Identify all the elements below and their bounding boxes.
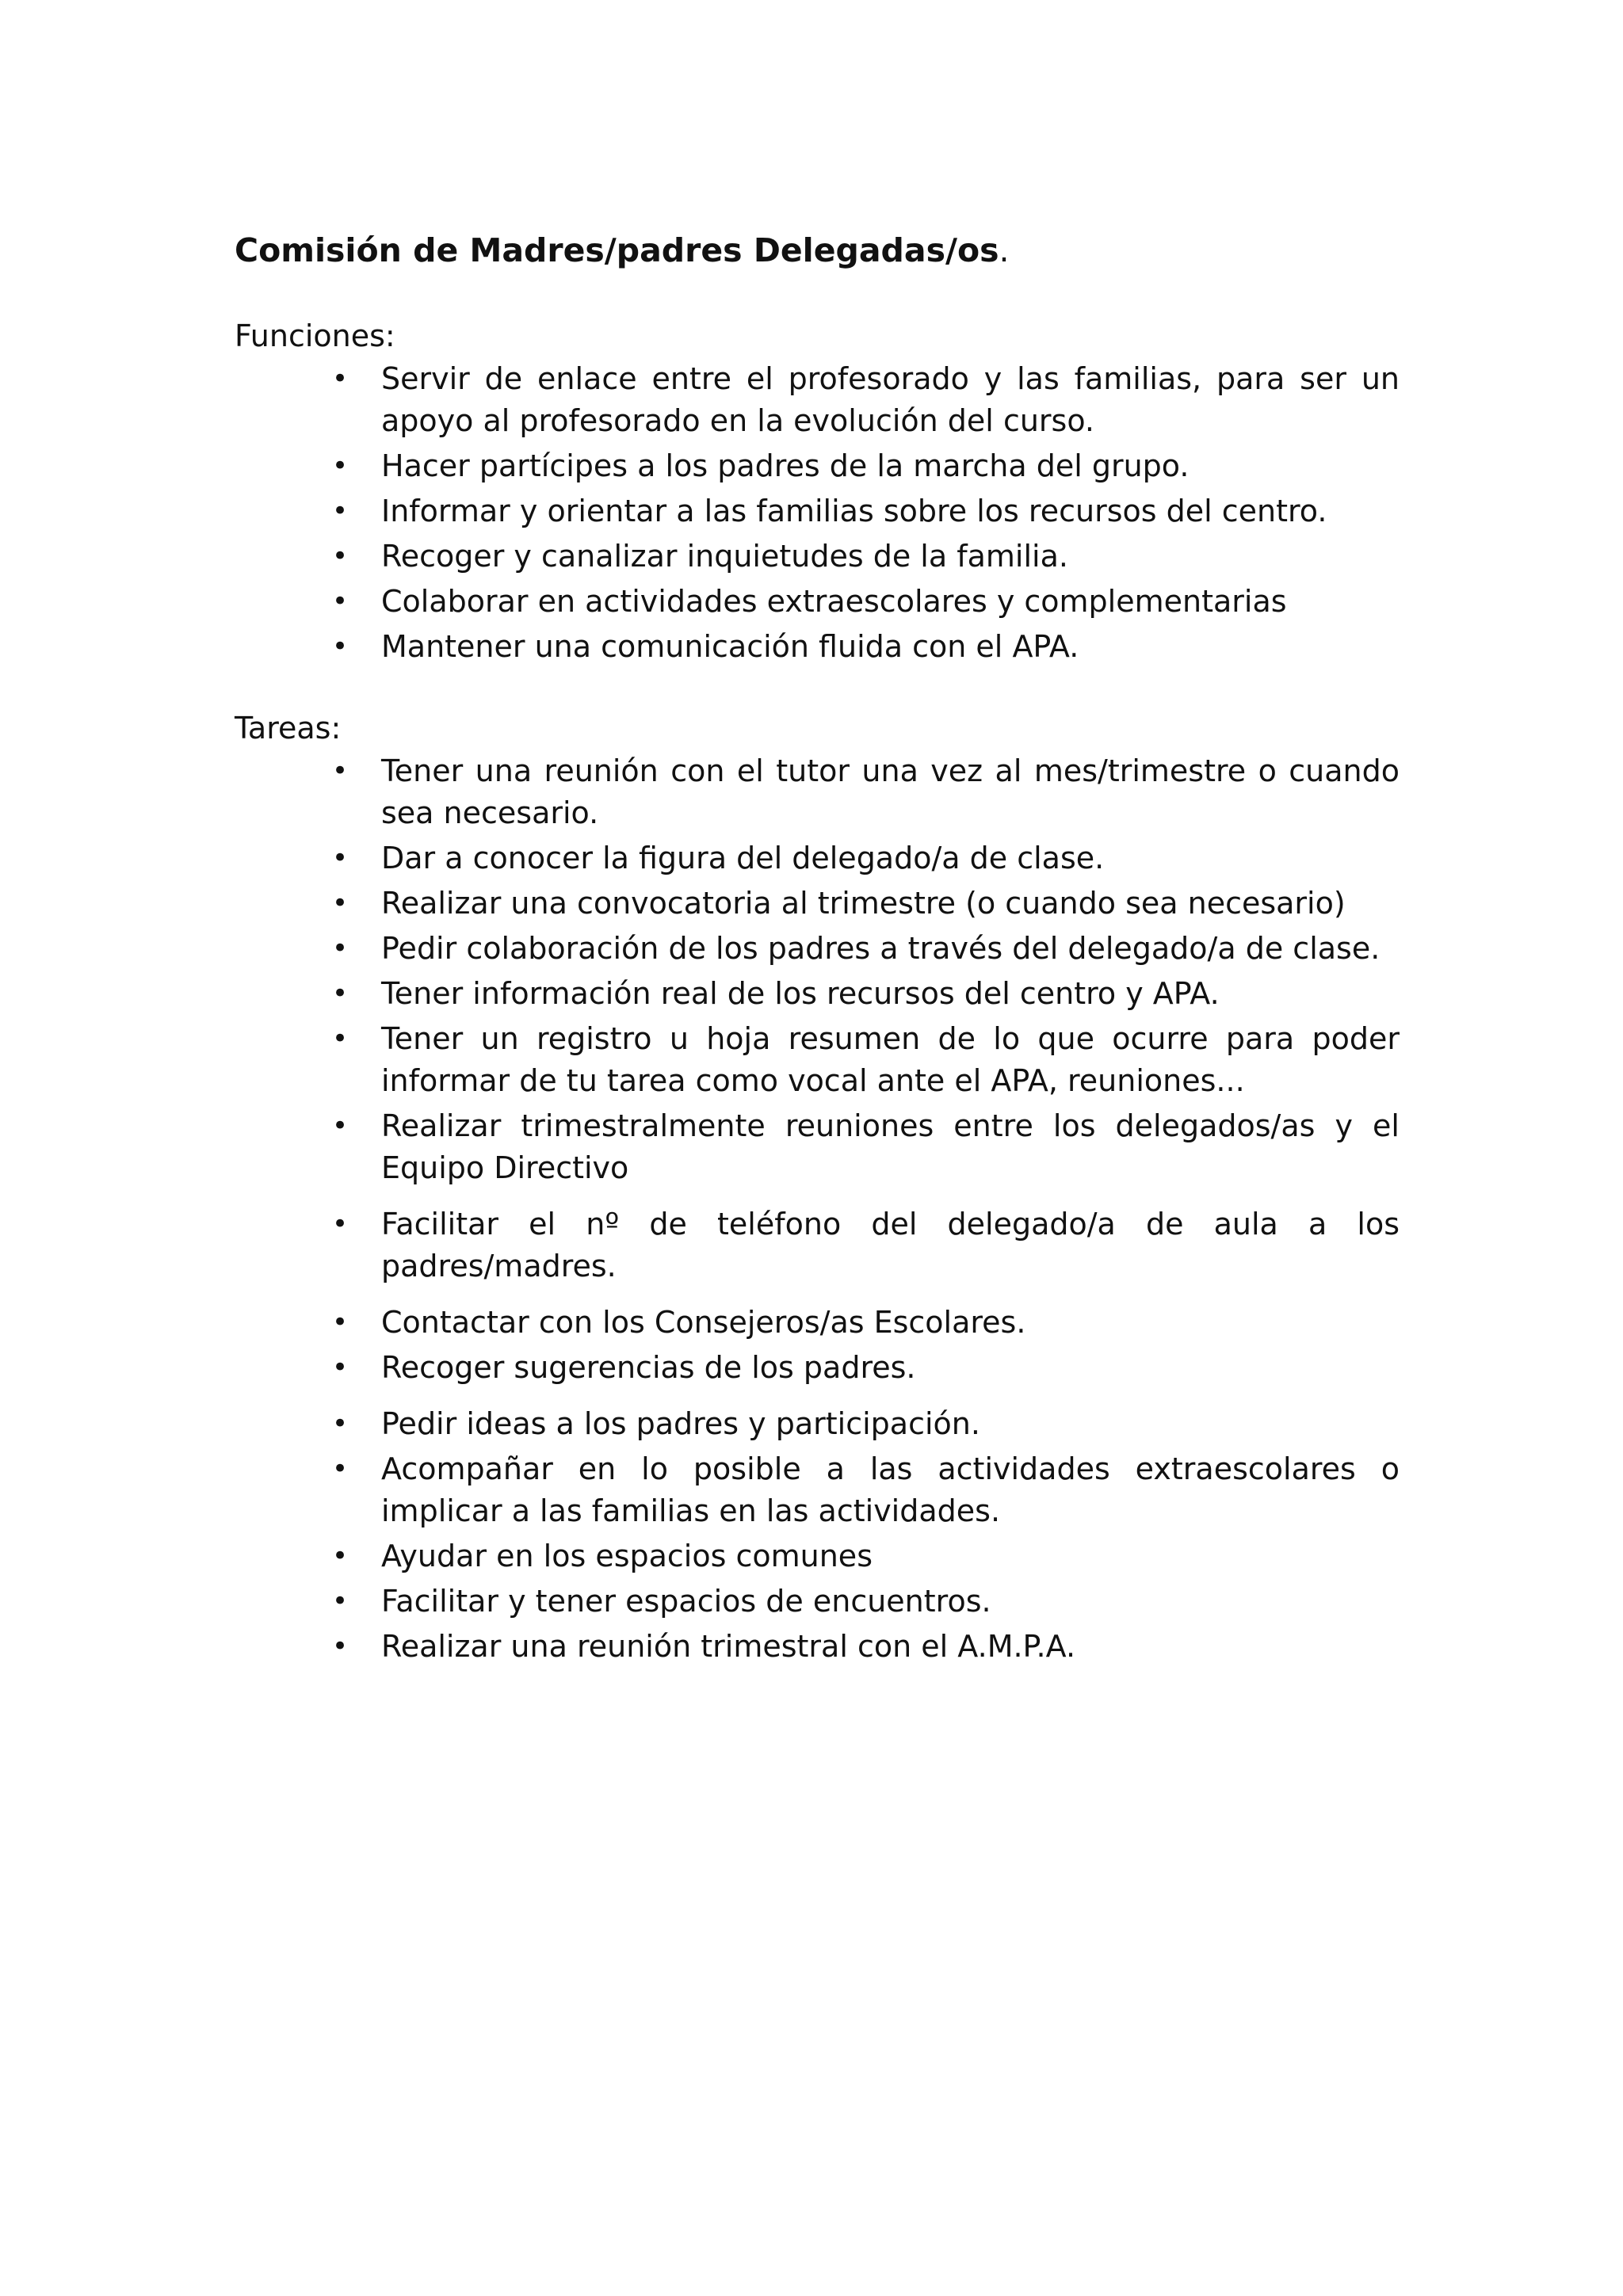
funciones-list — [235, 358, 1400, 668]
bullet-icon: • — [332, 495, 349, 527]
list-item-text: Mantener una comunicación fluida con el APA. — [381, 629, 1079, 664]
list-item — [235, 928, 1400, 970]
list-item-text: Recoger y canalizar inquietudes de la familia. — [381, 539, 1068, 574]
list-item-text: Tener información real de los recursos del centro y APA. — [381, 976, 1220, 1011]
bullet-icon: • — [332, 1585, 349, 1617]
list-item — [235, 1347, 1400, 1389]
list-item-text: Informar y orientar a las familias sobre los recursos del centro. — [381, 494, 1327, 528]
list-item — [235, 1105, 1400, 1189]
bullet-icon: • — [332, 887, 349, 919]
bullet-icon: • — [332, 631, 349, 662]
list-item — [235, 883, 1400, 925]
list-item-text: Hacer partícipes a los padres de la marcha del grupo. — [381, 448, 1190, 483]
bullet-icon: • — [332, 1023, 349, 1055]
list-item-text: Realizar una reunión trimestral con el A.M.P.A. — [381, 1629, 1076, 1664]
title-text: Comisión de Madres/padres Delegadas/os — [235, 231, 999, 269]
bullet-icon: • — [332, 1408, 349, 1440]
list-item — [235, 1203, 1400, 1287]
list-item-text: Servir de enlace entre el profesorado y las familias, para ser un apoyo al profesorado en la evolución del curso. — [381, 361, 1400, 438]
bullet-icon: • — [332, 1208, 349, 1240]
list-item — [235, 973, 1400, 1015]
bullet-icon: • — [332, 1306, 349, 1338]
list-item — [235, 1302, 1400, 1344]
list-item-text: Recoger sugerencias de los padres. — [381, 1350, 916, 1385]
bullet-icon: • — [332, 842, 349, 874]
list-item-text: Acompañar en lo posible a las actividades extraescolares o implicar a las familias en las actividades. — [381, 1451, 1400, 1528]
list-item — [235, 1535, 1400, 1577]
list-item — [235, 1403, 1400, 1445]
bullet-icon: • — [332, 1352, 349, 1383]
list-item — [235, 750, 1400, 834]
bullet-icon: • — [332, 933, 349, 964]
list-item-text: Colaborar en actividades extraescolares y complementarias — [381, 584, 1287, 619]
list-item-text: Facilitar el nº de teléfono del delegado/a de aula a los padres/madres. — [381, 1207, 1400, 1283]
list-item — [235, 358, 1400, 442]
list-item-text: Pedir ideas a los padres y participación. — [381, 1406, 980, 1441]
list-item — [235, 536, 1400, 578]
list-item-text: Ayudar en los espacios comunes — [381, 1539, 873, 1573]
document-body — [235, 227, 1400, 1671]
list-item-text: Tener una reunión con el tutor una vez al mes/trimestre o cuando sea necesario. — [381, 753, 1400, 830]
list-item-text: Pedir colaboración de los padres a través del delegado/a de clase. — [381, 931, 1381, 966]
bullet-icon: • — [332, 1110, 349, 1142]
bullet-icon: • — [332, 1453, 349, 1485]
list-item — [235, 1581, 1400, 1623]
bullet-icon: • — [332, 1630, 349, 1662]
list-item — [235, 837, 1400, 879]
list-item — [235, 581, 1400, 623]
tareas-label: Tareas: — [235, 711, 342, 746]
list-item-text: Dar a conocer la figura del delegado/a de clase. — [381, 841, 1105, 875]
list-item — [235, 1626, 1400, 1668]
bullet-icon: • — [332, 363, 349, 395]
list-item — [235, 1448, 1400, 1532]
document-title — [235, 227, 1400, 274]
bullet-icon: • — [332, 450, 349, 482]
bullet-icon: • — [332, 1540, 349, 1572]
tareas-list — [235, 750, 1400, 1668]
list-item-text: Realizar trimestralmente reuniones entre los delegados/as y el Equipo Directivo — [381, 1108, 1400, 1185]
funciones-label: Funciones: — [235, 318, 395, 353]
list-item-text: Tener un registro u hoja resumen de lo que ocurre para poder informar de tu tarea como vocal ante el APA, reuniones... — [381, 1021, 1400, 1098]
title-period: . — [999, 231, 1010, 269]
list-item-text: Realizar una convocatoria al trimestre (o cuando sea necesario) — [381, 886, 1346, 921]
bullet-icon: • — [332, 755, 349, 787]
list-item-text: Contactar con los Consejeros/as Escolares. — [381, 1305, 1026, 1340]
list-item — [235, 490, 1400, 532]
bullet-icon: • — [332, 978, 349, 1009]
bullet-icon: • — [332, 540, 349, 572]
list-item — [235, 1018, 1400, 1102]
list-item — [235, 626, 1400, 668]
list-item — [235, 445, 1400, 487]
list-item-text: Facilitar y tener espacios de encuentros. — [381, 1584, 991, 1619]
bullet-icon: • — [332, 585, 349, 617]
